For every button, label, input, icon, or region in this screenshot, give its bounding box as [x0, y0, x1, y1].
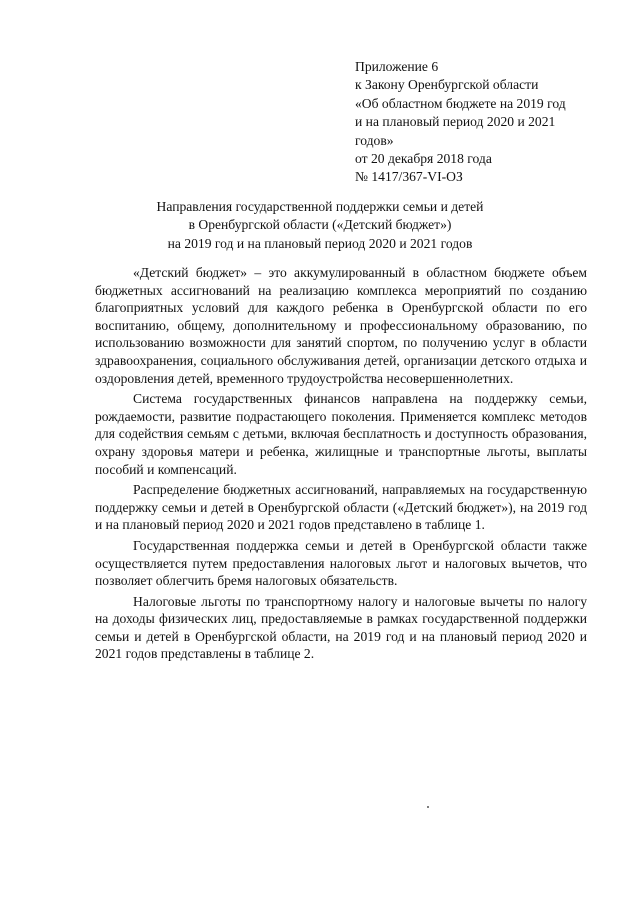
appendix-line: к Закону Оренбургской области [355, 77, 539, 93]
title-line: на 2019 год и на плановый период 2020 и 2021 годов [167, 235, 473, 251]
body-paragraph: Система государственных финансов направлена на поддержку семьи, рождаемости, развитие подрастающего поколения. Применяется комплекс методов для содействия семьям с детьми, включая бесплатность и доступность образования, охрану здоровья матери и ребенка, жилищные и транспортные льготы, выплаты пособий и компенсаций. [95, 391, 587, 477]
appendix-line: Приложение 6 [355, 59, 439, 74]
scan-speck [427, 806, 429, 808]
body-paragraph: Государственная поддержка семьи и детей в Оренбургской области также осуществляется путем предоставления налоговых льгот и налоговых вычетов, что позволяет облегчить бремя налоговых обязательств. [95, 537, 587, 589]
appendix-line: и на плановый период 2020 и 2021 [355, 114, 556, 130]
appendix-line: № 1417/367-VI-ОЗ [355, 169, 463, 185]
appendix-line: годов» [355, 132, 394, 148]
body-paragraph: Налоговые льготы по транспортному налогу и налоговые вычеты по налогу на доходы физических лиц, предоставляемые в рамках государственной поддержки семьи и детей в Оренбургской области, на 2019 год и на плановый период 2020 и 2021 годов представлены в таблице 2. [95, 593, 587, 662]
appendix-header [355, 58, 595, 187]
title-line: в Оренбургской области («Детский бюджет») [188, 217, 452, 233]
document-body [95, 264, 587, 666]
title-line: Направления государственной поддержки семьи и детей [156, 199, 484, 214]
document-title [100, 198, 540, 253]
appendix-line: от 20 декабря 2018 года [355, 151, 492, 167]
body-paragraph: Распределение бюджетных ассигнований, направляемых на государственную поддержку семьи и детей в Оренбургской области («Детский бюджет»), на 2019 год и на плановый период 2020 и 2021 годов представлено в таблице 1. [95, 482, 587, 533]
appendix-line: «Об областном бюджете на 2019 год [355, 95, 566, 111]
body-paragraph: «Детский бюджет» – это аккумулированный в областном бюджете объем бюджетных ассигнований на реализацию комплекса мероприятий по созданию благоприятных условий для каждого ребенка в Оренбургской области по его воспитанию, общему, дополнительному и профессиональному образованию, по использованию возможности для занятий спортом, по получению услуг в области здравоохранения, социального обслуживания детей, организации детского отдыха и оздоровления детей, временного трудоустройства несовершеннолетних. [95, 265, 587, 386]
